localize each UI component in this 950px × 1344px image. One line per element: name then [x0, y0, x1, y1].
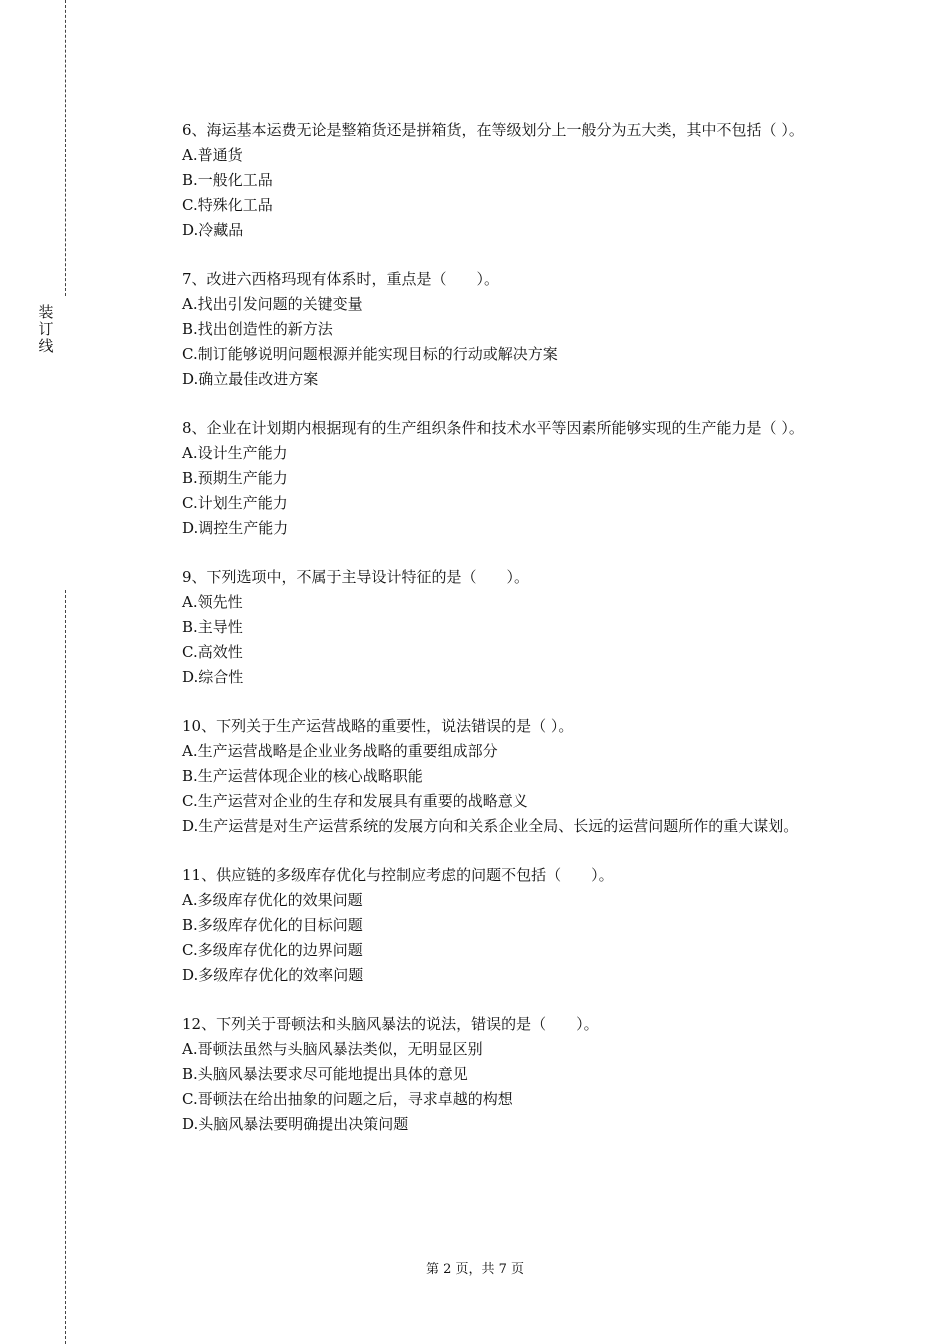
option-d: D.综合性: [182, 668, 244, 686]
question-9: [182, 565, 838, 690]
option-b: B.一般化工品: [182, 171, 273, 189]
binding-char: 装: [38, 303, 54, 321]
question-stem: 12、下列关于哥顿法和头脑风暴法的说法，错误的是（ ）。: [182, 1015, 599, 1033]
option-c: C.多级库存优化的边界问题: [182, 941, 363, 959]
question-stem: 11、供应链的多级库存优化与控制应考虑的问题不包括（ ）。: [182, 866, 614, 884]
option-d: D.头脑风暴法要明确提出决策问题: [182, 1115, 409, 1133]
binding-dashed-line-bottom: [65, 590, 66, 1344]
option-d: D.确立最佳改进方案: [182, 370, 319, 388]
option-c: C.生产运营对企业的生存和发展具有重要的战略意义: [182, 792, 528, 810]
option-a: A.普通货: [182, 146, 243, 164]
option-b: B.头脑风暴法要求尽可能地提出具体的意见: [182, 1065, 468, 1083]
option-c: C.特殊化工品: [182, 196, 273, 214]
option-c: C.计划生产能力: [182, 494, 288, 512]
option-b: B.找出创造性的新方法: [182, 320, 333, 338]
option-c: C.高效性: [182, 643, 243, 661]
question-11: [182, 863, 838, 988]
option-b: B.生产运营体现企业的核心战略职能: [182, 767, 423, 785]
option-a: A.哥顿法虽然与头脑风暴法类似，无明显区别: [182, 1040, 483, 1058]
question-12: [182, 1012, 838, 1137]
page-number-footer: 第 2 页，共 7 页: [425, 1262, 525, 1277]
option-b: B.主导性: [182, 618, 243, 636]
option-d: D.多级库存优化的效率问题: [182, 966, 364, 984]
question-7: [182, 267, 838, 392]
option-d: D.调控生产能力: [182, 519, 289, 537]
option-d: D.冷藏品: [182, 221, 244, 239]
binding-dashed-line-top: [65, 0, 66, 296]
binding-char: 线: [38, 337, 54, 355]
question-10: [182, 714, 838, 839]
binding-char: 订: [38, 320, 54, 338]
option-a: A.生产运营战略是企业业务战略的重要组成部分: [182, 742, 498, 760]
option-a: A.领先性: [182, 593, 243, 611]
question-stem: 8、企业在计划期内根据现有的生产组织条件和技术水平等因素所能够实现的生产能力是（ ）。: [182, 419, 804, 437]
binding-line-label: [36, 304, 56, 355]
question-stem: 10、下列关于生产运营战略的重要性，说法错误的是（ ）。: [182, 717, 574, 735]
option-a: A.设计生产能力: [182, 444, 288, 462]
option-c: C.制订能够说明问题根源并能实现目标的行动或解决方案: [182, 345, 558, 363]
option-b: B.多级库存优化的目标问题: [182, 916, 363, 934]
option-b: B.预期生产能力: [182, 469, 288, 487]
option-a: A.找出引发问题的关键变量: [182, 295, 363, 313]
question-stem: 6、海运基本运费无论是整箱货还是拼箱货，在等级划分上一般分为五大类，其中不包括（ ）。: [182, 121, 804, 139]
question-stem: 7、改进六西格玛现有体系时，重点是（ ）。: [182, 270, 500, 288]
option-d: D.生产运营是对生产运营系统的发展方向和关系企业全局、长远的运营问题所作的重大谋划。: [182, 817, 799, 835]
option-c: C.哥顿法在给出抽象的问题之后，寻求卓越的构想: [182, 1090, 513, 1108]
question-stem: 9、下列选项中，不属于主导设计特征的是（ ）。: [182, 568, 530, 586]
question-8: [182, 416, 838, 541]
option-a: A.多级库存优化的效果问题: [182, 891, 363, 909]
question-6: [182, 118, 838, 243]
question-list: [182, 118, 838, 1161]
